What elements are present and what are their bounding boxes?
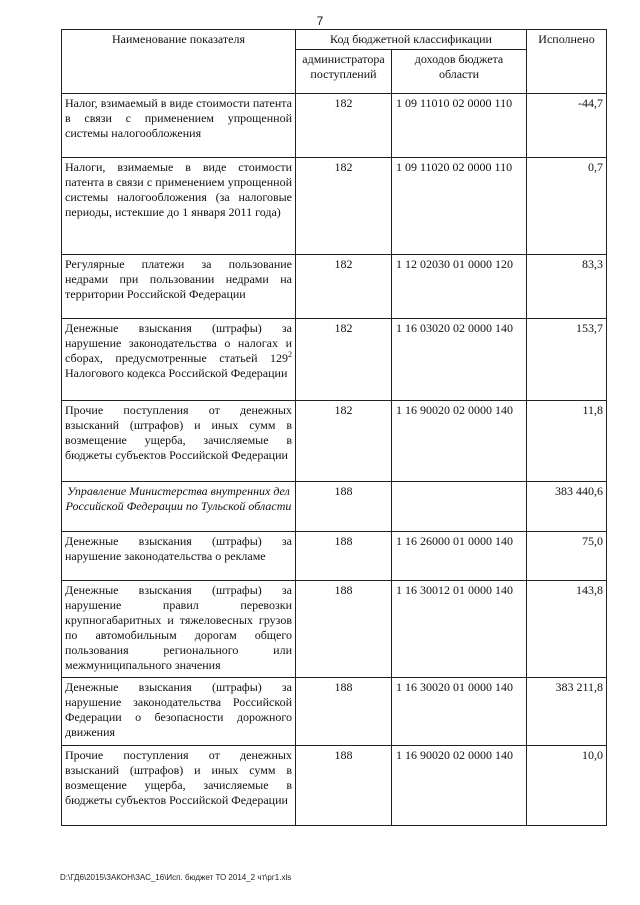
header-classification: Код бюджетной классификации: [296, 30, 527, 50]
row-value: 11,8: [527, 401, 607, 482]
row-admin: 188: [296, 581, 392, 678]
row-name-text-cont: Налогового кодекса Российской Федерации: [65, 366, 288, 380]
row-name: Налог, взимаемый в виде стоимости патента в связи с применением упрощенной системы налогообложения: [62, 94, 296, 158]
row-name: Прочие поступления от денежных взысканий (штрафов) и иных сумм в возмещение ущерба, зачисляемые в бюджеты субъектов Российской Федерации: [62, 746, 296, 826]
row-value: 0,7: [527, 158, 607, 255]
row-name: [62, 319, 296, 401]
row-code: 1 16 30020 01 0000 140: [392, 678, 527, 746]
row-value: 383 440,6: [527, 482, 607, 532]
row-value: 143,8: [527, 581, 607, 678]
row-name: Денежные взыскания (штрафы) за нарушение законодательства Российской Федерации о безопасности дорожного движения: [62, 678, 296, 746]
row-admin: 188: [296, 746, 392, 826]
table-row: [62, 581, 607, 678]
row-name: Налоги, взимаемые в виде стоимости патента в связи с применением упрощенной системы налогообложения (за налоговые периоды, истекшие до 1 января 2011 года): [62, 158, 296, 255]
row-code: 1 09 11020 02 0000 110: [392, 158, 527, 255]
table-row: [62, 255, 607, 319]
row-code: 1 16 90020 02 0000 140: [392, 746, 527, 826]
row-admin: 182: [296, 401, 392, 482]
row-admin: 182: [296, 94, 392, 158]
row-value: 75,0: [527, 532, 607, 581]
row-name: Регулярные платежи за пользование недрами при пользовании недрами на территории Российской Федерации: [62, 255, 296, 319]
row-name-text: Денежные взыскания (штрафы) за нарушение законодательства о налогах и сборах, предусмотренные статьей 129: [65, 321, 292, 365]
table-row: [62, 532, 607, 581]
table-row: [62, 94, 607, 158]
row-value: 383 211,8: [527, 678, 607, 746]
row-code: 1 16 03020 02 0000 140: [392, 319, 527, 401]
row-section-name: Управление Министерства внутренних дел Российской Федерации по Тульской области: [62, 482, 296, 532]
row-value: -44,7: [527, 94, 607, 158]
row-name: Денежные взыскания (штрафы) за нарушение правил перевозки крупногабаритных и тяжеловесных грузов по автомобильным дорогам общего пользования регионального или межмуниципального значения: [62, 581, 296, 678]
row-code: 1 09 11010 02 0000 110: [392, 94, 527, 158]
table-row: [62, 319, 607, 401]
row-admin: 188: [296, 482, 392, 532]
row-admin: 182: [296, 158, 392, 255]
budget-table: [61, 29, 607, 826]
row-name: Денежные взыскания (штрафы) за нарушение законодательства о рекламе: [62, 532, 296, 581]
row-name: Прочие поступления от денежных взысканий (штрафов) и иных сумм в возмещение ущерба, зачисляемые в бюджеты субъектов Российской Федерации: [62, 401, 296, 482]
header-admin: администратора поступлений: [296, 50, 392, 94]
row-admin: 188: [296, 532, 392, 581]
table-row: [62, 746, 607, 826]
row-code: 1 16 30012 01 0000 140: [392, 581, 527, 678]
row-code: 1 16 90020 02 0000 140: [392, 401, 527, 482]
header-name: Наименование показателя: [62, 30, 296, 94]
row-admin: 182: [296, 319, 392, 401]
page-number: 7: [316, 14, 324, 28]
header-executed: Исполнено: [527, 30, 607, 94]
article-superscript: 2: [288, 350, 292, 359]
table-row: [62, 401, 607, 482]
row-value: 153,7: [527, 319, 607, 401]
table-row: [62, 158, 607, 255]
table-row: [62, 678, 607, 746]
row-value: 10,0: [527, 746, 607, 826]
row-code: [392, 482, 527, 532]
table-row-section: [62, 482, 607, 532]
row-code: 1 12 02030 01 0000 120: [392, 255, 527, 319]
row-admin: 182: [296, 255, 392, 319]
file-path-footer: D:\ГД6\2015\ЗАКОН\ЗАС_16\Исп. бюджет ТО 2014_2 чт\рг1.xls: [60, 873, 292, 882]
row-admin: 188: [296, 678, 392, 746]
row-value: 83,3: [527, 255, 607, 319]
row-code: 1 16 26000 01 0000 140: [392, 532, 527, 581]
header-income: доходов бюджета области: [392, 50, 527, 94]
